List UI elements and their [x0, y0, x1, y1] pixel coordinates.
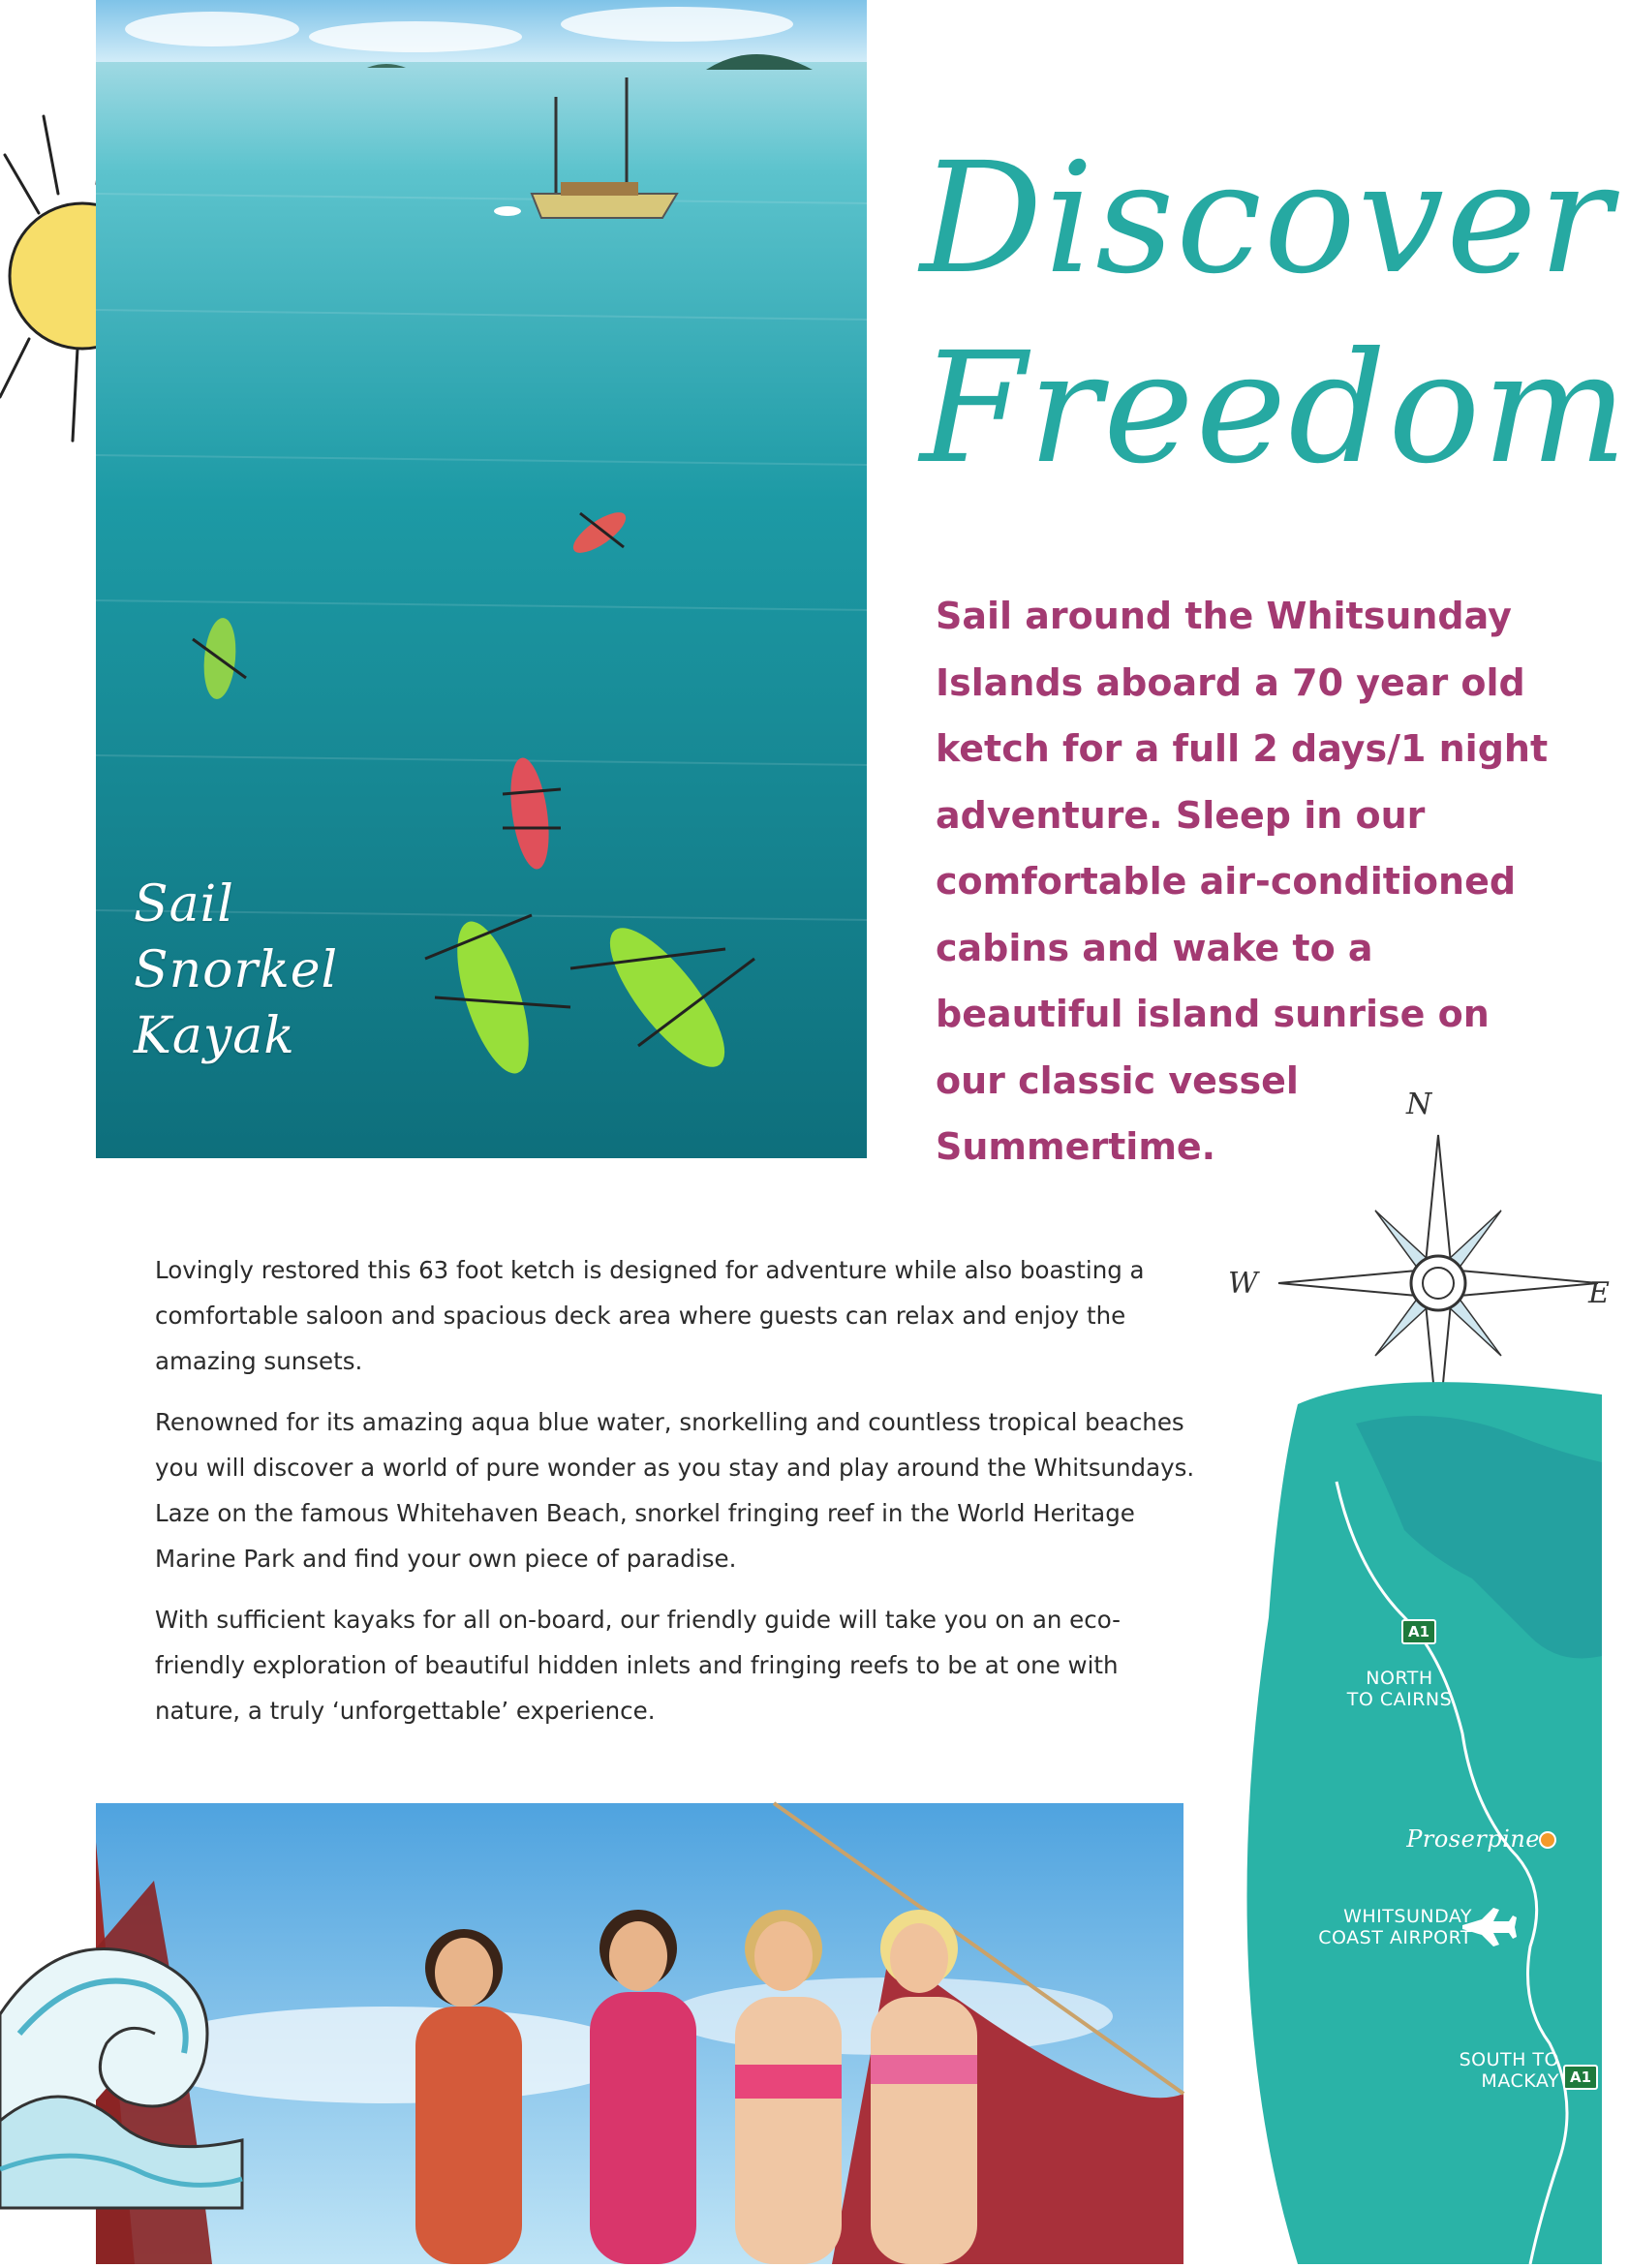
body-paragraph: Lovingly restored this 63 foot ketch is designed for adventure while also boasting a comfortable saloon and spacious deck area where guests can relax and enjoy the amazing sunsets. [155, 1256, 1145, 1375]
intro-paragraph: Sail around the Whitsunday Islands aboard a 70 year old ketch for a full 2 days/1 night adventure. Sleep in our comfortable air-conditioned cabins and wake to a beautiful island sunrise on our classic vessel Summertime. [936, 595, 1549, 1168]
body-paragraph: With sufficient kayaks for all on-board, our friendly guide will take you on an eco-friendly exploration of beautiful hidden inlets and fringing reefs to be at one with nature, a truly ‘unforgettable’ experience. [155, 1606, 1121, 1725]
body-copy [155, 1247, 1201, 1749]
headline-line2: Freedom [920, 320, 1629, 498]
map-label-proserpine: Proserpine [1406, 1825, 1540, 1853]
tagline-sail: Sail [134, 875, 234, 934]
compass-west: W [1228, 1267, 1258, 1301]
map-label-north: NORTH TO CAIRNS [1346, 1668, 1453, 1710]
map-label-south: SOUTH TO MACKAY [1459, 2049, 1559, 2092]
route-badge-north: A1 [1401, 1619, 1436, 1644]
tagline [134, 872, 385, 1069]
deck-group-photo [96, 1803, 1183, 2264]
compass-north: N [1406, 1088, 1432, 1121]
region-map [1240, 1365, 1602, 2264]
wave-illustration [0, 1927, 242, 2208]
body-paragraph: Renowned for its amazing aqua blue water, snorkelling and countless tropical beaches you will discover a world of pure wonder as you stay and play around the Whitsundays. Laze on the famous Whitehaven Beach, snorkel fringing reef in the World Heritage Marine Park and find your own piece of paradise. [155, 1408, 1195, 1573]
tagline-kayak: Kayak [134, 1007, 295, 1065]
headline [920, 124, 1629, 504]
route-badge-south: A1 [1563, 2065, 1598, 2090]
headline-line1: Discover [920, 130, 1614, 308]
tagline-snorkel: Snorkel [134, 941, 339, 999]
compass-east: E [1588, 1276, 1610, 1310]
map-label-airport: WHITSUNDAY COAST AIRPORT [1318, 1906, 1472, 1948]
